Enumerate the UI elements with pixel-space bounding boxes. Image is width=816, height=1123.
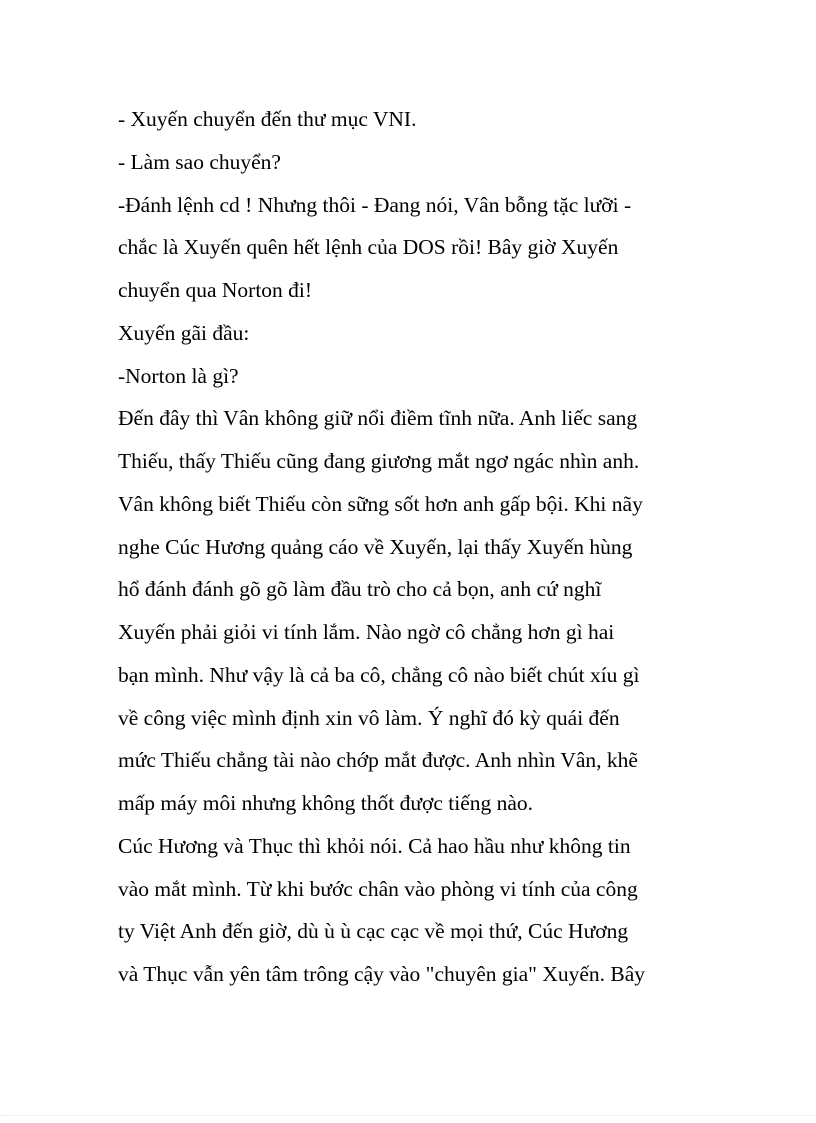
text-line: mức Thiếu chẳng tài nào chớp mắt được. Anh nhìn Vân, khẽ [118, 748, 638, 773]
document-body [118, 98, 708, 996]
text-line: mấp máy môi nhưng không thốt được tiếng nào. [118, 791, 534, 815]
text-line: Xuyến gãi đầu: [118, 320, 250, 345]
text-line: ty Việt Anh đến giờ, dù ù ù cạc cạc về mọi thứ, Cúc Hương [118, 919, 629, 944]
text-line: Đến đây thì Vân không giữ nổi điềm tĩnh nữa. Anh liếc sang [118, 406, 638, 431]
text-line: bạn mình. Như vậy là cả ba cô, chẳng cô nào biết chút xíu gì [118, 662, 640, 687]
text-line: chắc là Xuyến quên hết lệnh của DOS rồi! Bây giờ Xuyến [118, 235, 619, 260]
text-line: vào mắt mình. Từ khi bước chân vào phòng vi tính của công [118, 876, 638, 901]
text-line: và Thục vẫn yên tâm trông cậy vào "chuyên gia" Xuyến. Bây [118, 962, 646, 986]
text-line: nghe Cúc Hương quảng cáo về Xuyến, lại thấy Xuyến hùng [118, 534, 633, 559]
text-line: chuyển qua Norton đi! [118, 278, 313, 302]
text-line: -Norton là gì? [118, 363, 239, 388]
text-line: Xuyến phải giỏi vi tính lắm. Nào ngờ cô chẳng hơn gì hai [118, 620, 615, 644]
text-line: Cúc Hương và Thục thì khỏi nói. Cả hao hầu như không tin [118, 833, 631, 858]
text-line: về công việc mình định xin vô làm. Ý nghĩ đó kỳ quái đến [118, 705, 620, 730]
text-line: -Đánh lệnh cd ! Nhưng thôi - Đang nói, Vân bỗng tặc lưỡi - [118, 192, 632, 217]
text-line: hổ đánh đánh gõ gõ làm đầu trò cho cả bọn, anh cứ nghĩ [118, 577, 602, 602]
text-line: - Làm sao chuyển? [118, 149, 281, 174]
page-bottom-divider [0, 1115, 816, 1116]
text-line: - Xuyến chuyển đến thư mục VNI. [118, 107, 417, 131]
text-line: Vân không biết Thiếu còn sững sốt hơn anh gấp bội. Khi nãy [118, 491, 643, 516]
text-line: Thiếu, thấy Thiếu cũng đang giương mắt ngơ ngác nhìn anh. [118, 449, 640, 473]
